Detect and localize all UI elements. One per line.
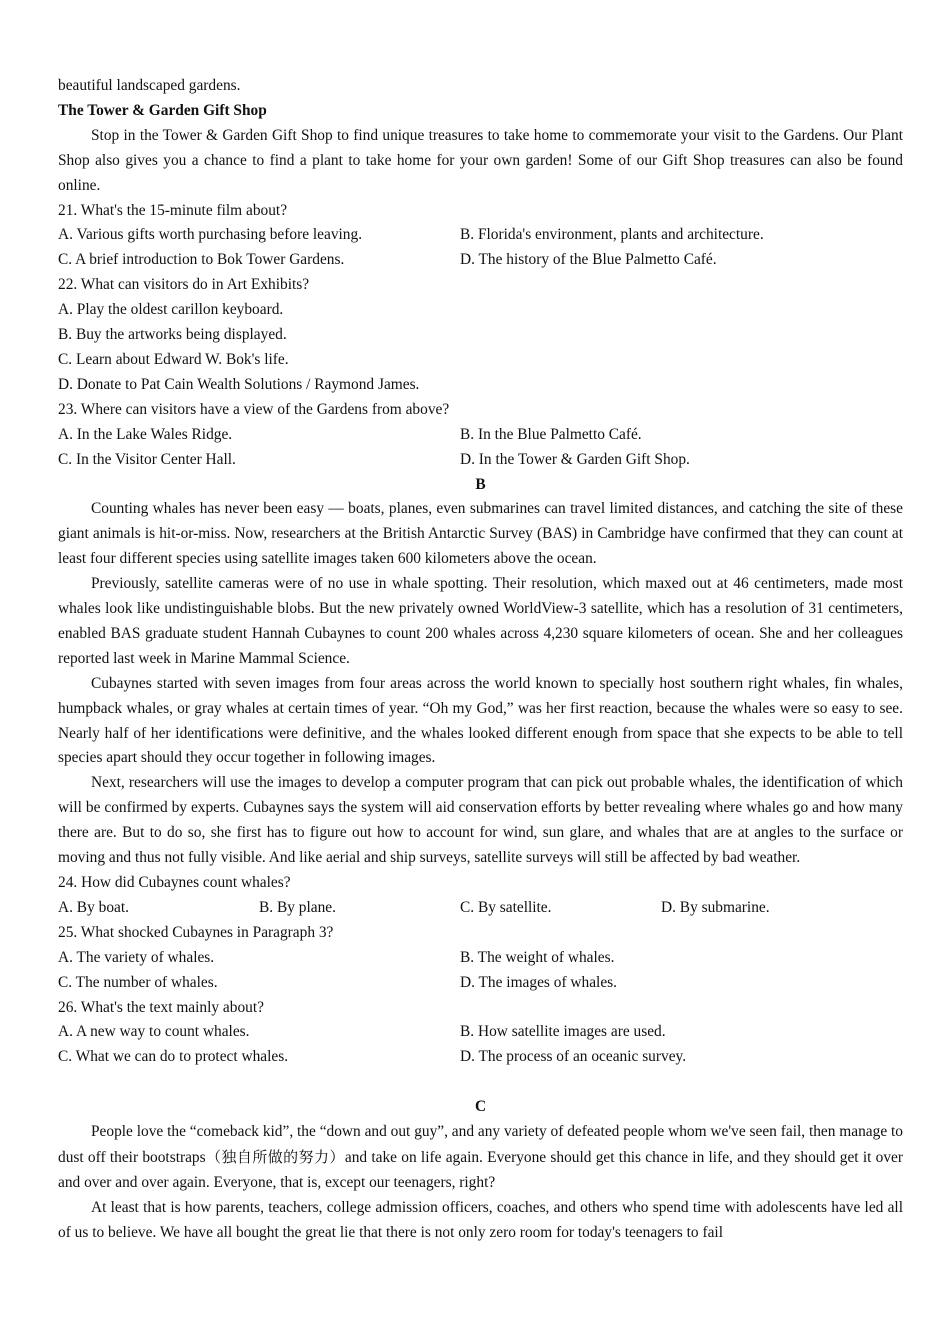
option-a: A. In the Lake Wales Ridge.: [58, 425, 233, 443]
gift-shop-heading: The Tower & Garden Gift Shop: [58, 101, 267, 119]
gift-shop-paragraph: Stop in the Tower & Garden Gift Shop to find unique treasures to take home to commemorate your visit to the Gardens. Our Plant Shop also gives you a chance to find a plant to take home for your own garden! Some of our Gift Shop treasures can also be found online.: [58, 126, 903, 194]
option-d: D. The images of whales.: [460, 973, 618, 991]
option-b: B. Buy the artworks being displayed.: [58, 326, 287, 344]
option-b: B. By plane.: [259, 898, 336, 916]
section-b-paragraph-2: Previously, satellite cameras were of no use in whale spotting. Their resolution, which maxed out at 46 centimeters, made most whales look like undistinguishable blobs. But the new privately owned WorldView-3 satellite, which has a resolution of 31 centimeters, enabled BAS graduate student Hannah Cubaynes to count 200 whales across 4,230 square kilometers of ocean. She and her colleagues reported last week in Marine Mammal Science.: [58, 575, 903, 667]
option-b: B. Florida's environment, plants and architecture.: [460, 226, 764, 244]
option-c: C. What we can do to protect whales.: [58, 1048, 289, 1066]
option-d: D. In the Tower & Garden Gift Shop.: [460, 450, 690, 468]
section-b-paragraph-4: Next, researchers will use the images to develop a computer program that can pick out probable whales, the identification of which will be confirmed by experts. Cubaynes says the system will aid conservation efforts by better revealing where whales go and how many there are. But to do so, she first has to figure out how to account for wind, sun glare, and whales that are at angles to the surface or moving and thus not fully visible. And like aerial and ship surveys, satellite surveys will still be affected by bad weather.: [58, 774, 903, 867]
question-24-stem: 24. How did Cubaynes count whales?: [58, 874, 291, 891]
section-c-paragraph-2: At least that is how parents, teachers, college admission officers, coaches, and others who spend time with adolescents have led all of us to believe. We have all bought the great lie that there is not only zero room for today's teenagers to fail: [58, 1198, 903, 1241]
question-24-options: [58, 896, 903, 921]
option-c: C. A brief introduction to Bok Tower Gardens.: [58, 251, 345, 269]
section-c-paragraph-1: [58, 1120, 903, 1196]
question-23-stem: 23. Where can visitors have a view of the Gardens from above?: [58, 400, 450, 418]
question-22-stem: 22. What can visitors do in Art Exhibits?: [58, 276, 310, 294]
paragraph-text: People love the “comeback kid”, the “down and out guy”, and any variety of defeated people whom we've seen fail, then manage to dust off their bootstraps: [58, 1123, 903, 1167]
option-d: D. Donate to Pat Cain Wealth Solutions / Raymond James.: [58, 375, 420, 393]
section-c-heading: C: [474, 1098, 487, 1116]
question-26-options: [58, 1020, 903, 1045]
section-spacer: [58, 1070, 903, 1095]
option-a: A. Various gifts worth purchasing before leaving.: [58, 226, 363, 244]
option-d: D. The history of the Blue Palmetto Café.: [460, 251, 717, 269]
question-25-options-row2: [58, 971, 903, 996]
chinese-gloss: （独自所做的努力）: [205, 1148, 345, 1167]
option-c: C. The number of whales.: [58, 973, 218, 991]
question-21-options: [58, 223, 903, 248]
option-c: C. By satellite.: [460, 898, 552, 916]
option-a: A. By boat.: [58, 898, 129, 916]
option-c: C. In the Visitor Center Hall.: [58, 450, 236, 468]
question-23-options: [58, 423, 903, 448]
option-b: B. The weight of whales.: [460, 948, 615, 966]
question-23-options-row2: [58, 448, 903, 473]
option-d: D. The process of an oceanic survey.: [460, 1048, 687, 1066]
question-25-stem: 25. What shocked Cubaynes in Paragraph 3?: [58, 923, 334, 941]
section-b-paragraph-3: Cubaynes started with seven images from four areas across the world known to specially host southern right whales, fin whales, humpback whales, or gray whales at certain times of year. “Oh my God,” was her first reaction, because the whales were so easy to see. Nearly half of her identifications were definitive, and the whales looked different enough from space that she expects to be able to tell species apart should they occur together in following images.: [58, 674, 903, 767]
exam-page: [58, 74, 903, 1246]
option-c: C. Learn about Edward W. Bok's life.: [58, 350, 289, 368]
option-a: A. The variety of whales.: [58, 948, 215, 966]
option-a: A. A new way to count whales.: [58, 1023, 250, 1041]
option-d: D. By submarine.: [661, 898, 770, 916]
continued-text: beautiful landscaped gardens.: [58, 77, 241, 94]
section-b-heading: B: [475, 475, 486, 493]
question-25-options: [58, 946, 903, 971]
option-b: B. How satellite images are used.: [460, 1023, 666, 1041]
question-26-stem: 26. What's the text mainly about?: [58, 998, 264, 1016]
option-a: A. Play the oldest carillon keyboard.: [58, 301, 284, 319]
question-21-options-row2: [58, 248, 903, 273]
question-21-stem: 21. What's the 15-minute film about?: [58, 201, 288, 219]
option-b: B. In the Blue Palmetto Café.: [460, 425, 642, 443]
section-b-paragraph-1: Counting whales has never been easy — boats, planes, even submarines can travel limited distances, and catching the site of these giant animals is hit-or-miss. Now, researchers at the British Antarctic Survey (BAS) in Cambridge have confirmed that they can count at least four different species using satellite images taken 600 kilometers above the ocean.: [58, 500, 903, 568]
question-26-options-row2: [58, 1045, 903, 1070]
paragraph-text: and take on life again. Everyone should get this chance in life, and they should get it over and over and over again. Everyone, that is, except our teenagers, right?: [58, 1149, 903, 1191]
